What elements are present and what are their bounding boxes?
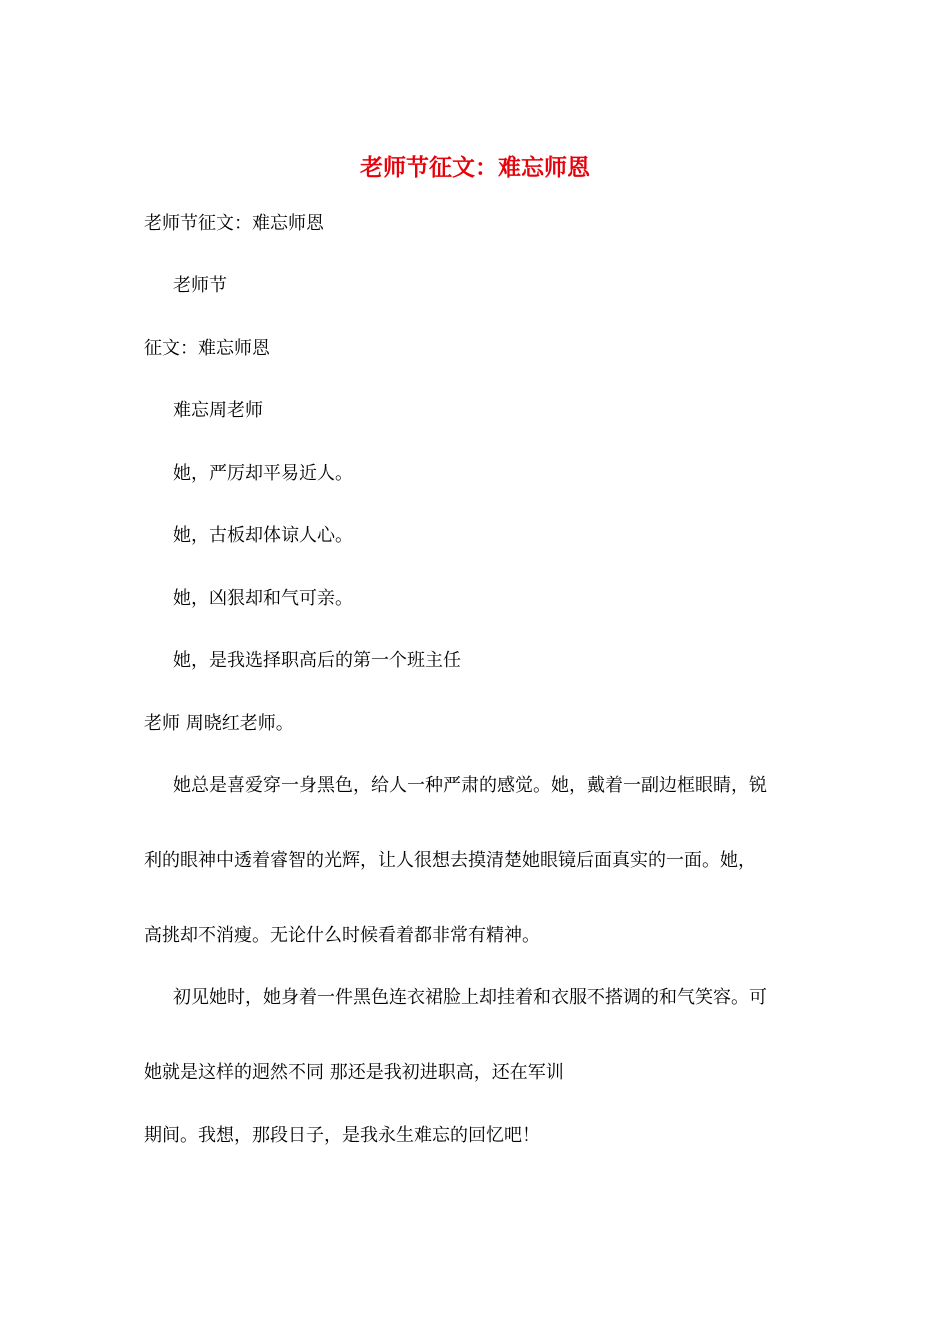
paragraph-line: 初见她时，她身着一件黑色连衣裙脸上却挂着和衣服不搭调的和气笑容。可 <box>173 987 767 1008</box>
document-title: 老师节征文：难忘师恩 <box>360 154 590 181</box>
paragraph-line: 利的眼神中透着睿智的光辉，让人很想去摸清楚她眼镜后面真实的一面。她， <box>144 850 756 871</box>
paragraph-line: 她就是这样的迥然不同 那还是我初进职高，还在军训 <box>144 1062 564 1083</box>
paragraph-line: 老师节 <box>173 275 227 296</box>
paragraph-line: 高挑却不消瘦。无论什么时候看着都非常有精神。 <box>144 925 540 946</box>
paragraph-line: 期间。我想，那段日子，是我永生难忘的回忆吧！ <box>144 1125 540 1146</box>
paragraph-line: 征文：难忘师恩 <box>144 338 270 359</box>
paragraph-line: 老师节征文：难忘师恩 <box>144 213 324 234</box>
paragraph-line: 她总是喜爱穿一身黑色，给人一种严肃的感觉。她，戴着一副边框眼睛，锐 <box>173 775 767 796</box>
paragraph-line: 她，是我选择职高后的第一个班主任 <box>173 650 461 671</box>
paragraph-line: 她，严厉却平易近人。 <box>173 463 353 484</box>
paragraph-line: 她，古板却体谅人心。 <box>173 525 353 546</box>
paragraph-line: 难忘周老师 <box>173 400 263 421</box>
paragraph-line: 她，凶狠却和气可亲。 <box>173 588 353 609</box>
paragraph-line: 老师 周晓红老师。 <box>144 713 294 734</box>
